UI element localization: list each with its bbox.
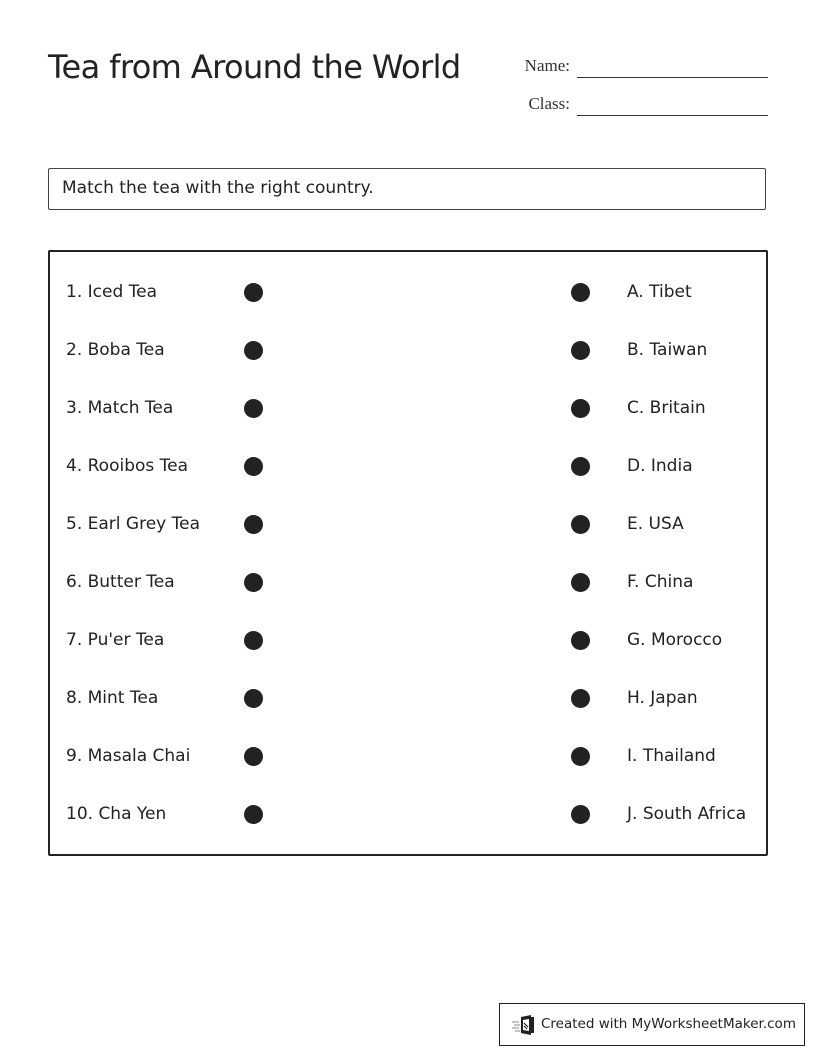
tea-item: 6. Butter Tea: [66, 572, 175, 592]
country-item: H. Japan: [627, 688, 698, 708]
country-connector-dot[interactable]: [571, 341, 590, 360]
tea-item: 7. Pu'er Tea: [66, 630, 165, 650]
worksheet-maker-logo-icon: [512, 1015, 536, 1035]
name-label: Name:: [524, 56, 570, 75]
tea-connector-dot[interactable]: [244, 573, 263, 592]
footer-credit-badge[interactable]: [499, 1003, 805, 1046]
country-item: A. Tibet: [627, 282, 692, 302]
tea-connector-dot[interactable]: [244, 631, 263, 650]
country-item: I. Thailand: [627, 746, 716, 766]
match-row: [50, 336, 766, 366]
match-row: [50, 394, 766, 424]
tea-item: 3. Match Tea: [66, 398, 174, 418]
worksheet-title: Tea from Around the World: [48, 48, 461, 86]
tea-connector-dot[interactable]: [244, 341, 263, 360]
country-item: G. Morocco: [627, 630, 723, 650]
tea-connector-dot[interactable]: [244, 283, 263, 302]
country-connector-dot[interactable]: [571, 747, 590, 766]
country-connector-dot[interactable]: [571, 805, 590, 824]
tea-item: 1. Iced Tea: [66, 282, 158, 302]
country-item: E. USA: [627, 514, 684, 534]
tea-connector-dot[interactable]: [244, 515, 263, 534]
country-item: J. South Africa: [627, 804, 747, 824]
tea-connector-dot[interactable]: [244, 805, 263, 824]
country-item: D. India: [627, 456, 693, 476]
tea-connector-dot[interactable]: [244, 399, 263, 418]
country-item: B. Taiwan: [627, 340, 708, 360]
match-row: [50, 452, 766, 482]
country-connector-dot[interactable]: [571, 631, 590, 650]
match-row: [50, 684, 766, 714]
matching-exercise: [48, 250, 768, 856]
instructions-text: Match the tea with the right country.: [62, 178, 374, 198]
tea-item: 4. Rooibos Tea: [66, 456, 189, 476]
country-connector-dot[interactable]: [571, 515, 590, 534]
tea-connector-dot[interactable]: [244, 689, 263, 708]
country-connector-dot[interactable]: [571, 689, 590, 708]
class-label: Class:: [528, 94, 570, 113]
tea-item: 10. Cha Yen: [66, 804, 167, 824]
class-input-line[interactable]: [577, 115, 768, 116]
country-connector-dot[interactable]: [571, 457, 590, 476]
class-field[interactable]: [500, 90, 768, 118]
match-row: [50, 568, 766, 598]
name-input-line[interactable]: [577, 77, 768, 78]
country-item: F. China: [627, 572, 694, 592]
country-connector-dot[interactable]: [571, 573, 590, 592]
tea-connector-dot[interactable]: [244, 747, 263, 766]
match-row: [50, 278, 766, 308]
name-field[interactable]: [500, 52, 768, 80]
tea-item: 9. Masala Chai: [66, 746, 191, 766]
country-item: C. Britain: [627, 398, 706, 418]
footer-credit-text: Created with MyWorksheetMaker.com: [541, 1016, 796, 1032]
country-connector-dot[interactable]: [571, 283, 590, 302]
country-connector-dot[interactable]: [571, 399, 590, 418]
match-row: [50, 800, 766, 830]
tea-item: 8. Mint Tea: [66, 688, 159, 708]
tea-item: 5. Earl Grey Tea: [66, 514, 200, 534]
match-row: [50, 742, 766, 772]
tea-connector-dot[interactable]: [244, 457, 263, 476]
match-row: [50, 510, 766, 540]
tea-item: 2. Boba Tea: [66, 340, 165, 360]
match-row: [50, 626, 766, 656]
instructions-box: [48, 168, 766, 210]
